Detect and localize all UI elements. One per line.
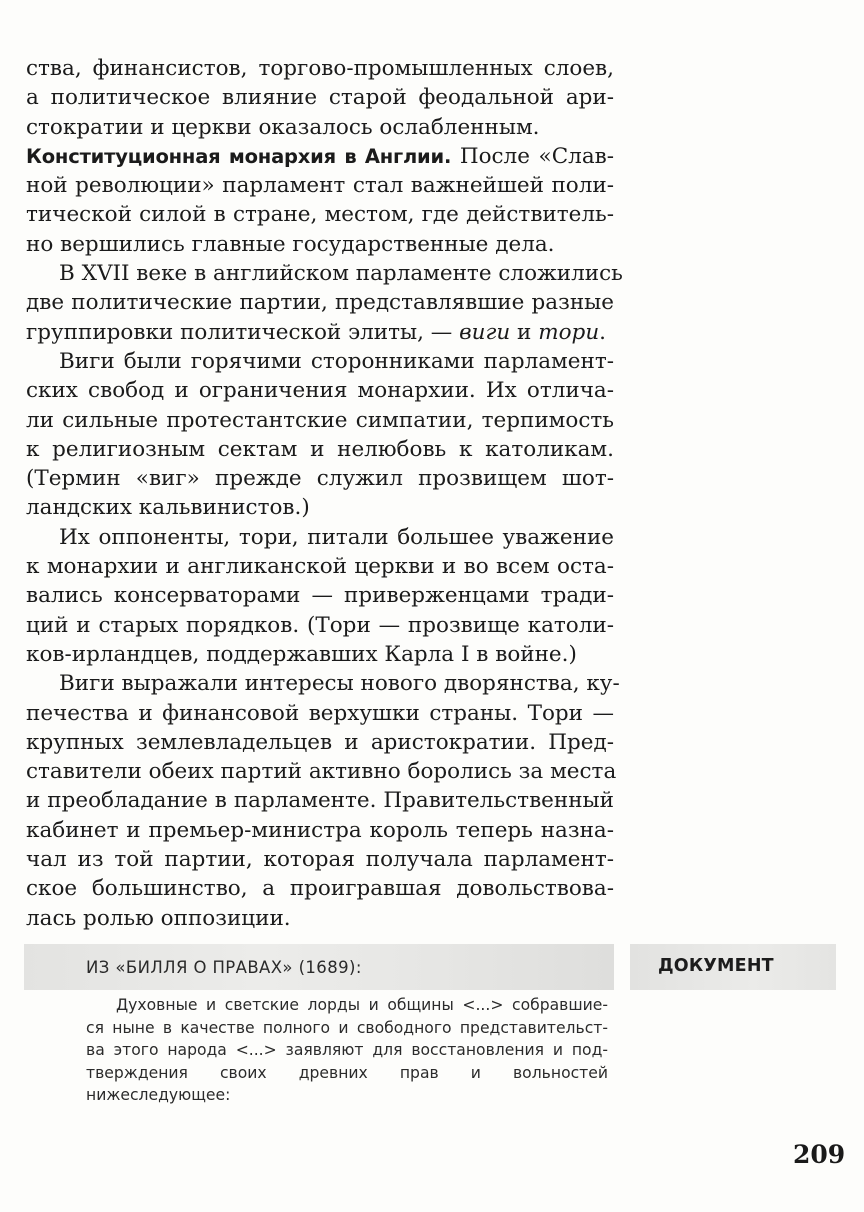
text-line: к религиозным сектам и нелюбовь к католикам. [26, 436, 614, 462]
text-line: но вершились главные государственные дела. [26, 231, 555, 257]
text-line: к монархии и англиканской церкви и во всем оста- [26, 554, 614, 580]
document-line: нижеследующее: [86, 1086, 231, 1105]
page-number: 209 [793, 1140, 846, 1169]
document-line: тверждения своих древних прав и вольностей [86, 1063, 608, 1082]
text-line: Виги выражали интересы нового дворянства, ку- [59, 671, 620, 697]
text-line: чал из той партии, которая получала парламент- [26, 847, 614, 873]
document-line: ва этого народа <...> заявляют для восстановления и под- [86, 1041, 608, 1060]
text-line: и преобладание в парламенте. Правительственный [26, 788, 614, 814]
p2-last-line [26, 318, 614, 347]
text-line: ское большинство, а проигравшая довольствова- [26, 876, 614, 902]
text-line: ной революции» парламент стал важнейшей поли- [26, 173, 614, 199]
document-tag: ДОКУМЕНТ [658, 956, 774, 976]
text-line: ков-ирландцев, поддержавших Карла I в войне.) [26, 641, 577, 667]
p2-and: и [510, 319, 539, 345]
text-line: тической силой в стране, местом, где действитель- [26, 202, 614, 228]
text-line: крупных землевладельцев и аристократии. Пред- [26, 729, 614, 755]
text-line: Их оппоненты, тори, питали большее уважение [59, 524, 614, 550]
text-line: ства, финансистов, торгово-промышленных слоев, [26, 56, 614, 81]
section-heading: Конституционная монархия в Англии. [26, 144, 452, 168]
section-first-line-rest: После «Слав- [451, 143, 614, 169]
text-line: две политические партии, представлявшие разные [26, 290, 614, 316]
section-first-line [26, 142, 614, 171]
text-line: вались консерваторами — приверженцами тради- [26, 583, 614, 609]
document-title: ИЗ «БИЛЛЯ О ПРАВАХ» (1689): [86, 958, 362, 977]
text-line: ли сильные протестантские симпатии, терпимость [26, 407, 614, 433]
p2-end: . [599, 319, 607, 345]
text-line: ставители обеих партий активно боролись за места [26, 759, 617, 785]
text-line: стократии и церкви оказалось ослабленным. [26, 114, 540, 140]
term-tories: тори [538, 319, 600, 345]
document-line: Духовные и светские лорды и общины <...> собравшие- [116, 996, 608, 1014]
text-line: В XVII веке в английском парламенте сложились [59, 261, 623, 287]
text-line: Виги были горячими сторонниками парламент- [59, 348, 614, 374]
main-text [26, 54, 623, 933]
text-line: ций и старых порядков. (Тори — прозвище католи- [26, 612, 614, 638]
text-line: лась ролью оппозиции. [26, 905, 291, 931]
text-line: ландских кальвинистов.) [26, 495, 310, 521]
p2-last-start: группировки политической элиты, — [26, 319, 460, 345]
text-line: печества и финансовой верхушки страны. Тори — [26, 700, 614, 726]
text-line: (Термин «виг» прежде служил прозвищем шот- [26, 466, 614, 492]
text-line: а политическое влияние старой феодальной ари- [26, 85, 614, 111]
document-line: ся ныне в качестве полного и свободного представительст- [86, 1018, 608, 1037]
text-line: кабинет и премьер-министра король теперь назна- [26, 817, 614, 843]
text-line: ских свобод и ограничения монархии. Их отлича- [26, 378, 614, 404]
document-text [86, 994, 608, 1107]
term-whigs: виги [459, 319, 511, 345]
